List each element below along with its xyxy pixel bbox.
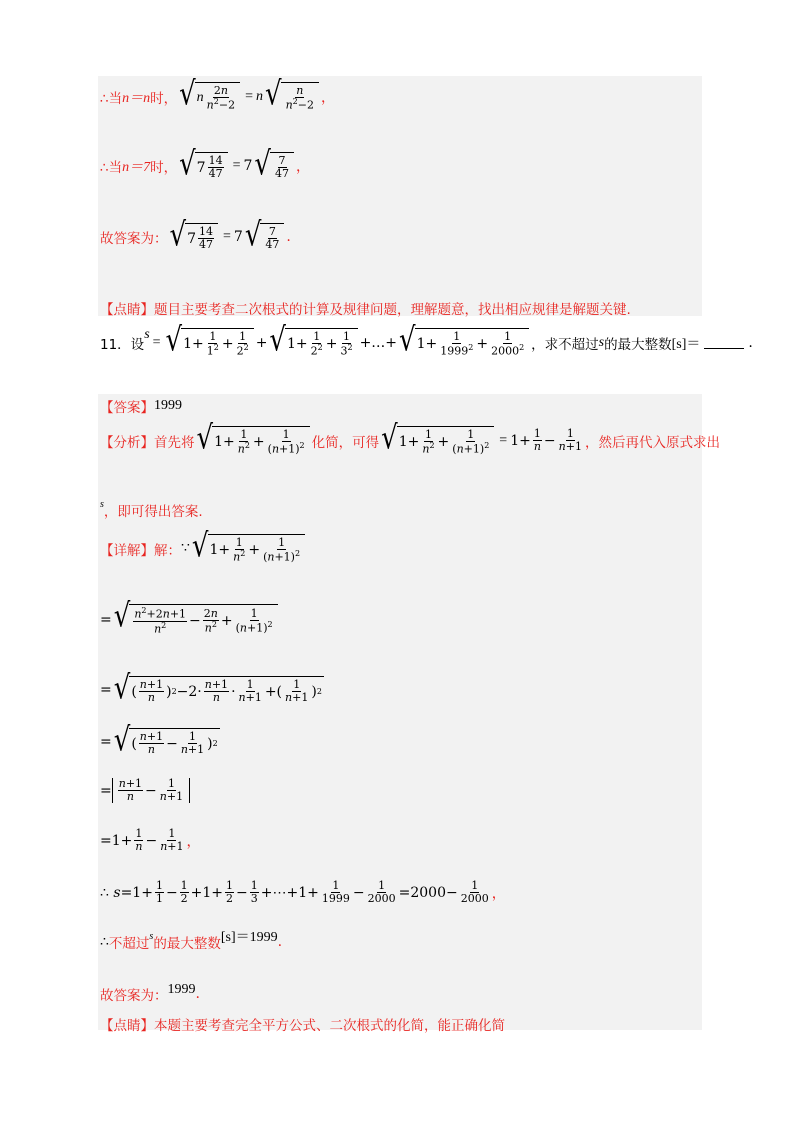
formula-sqrt: √ ( $\frac{n+1}{n}$ ) 2 −2· $\frac{n+1}{n}$ · $\frac{1}{n+1}$ +( $\frac{1}{n+1}$ ) 2 — [113, 669, 322, 708]
line-final-answer: 故答案为： 1999 . — [100, 982, 200, 1004]
line-conclusion: ∴ 不超过 s 的最大整数 [s]＝1999 . — [100, 930, 283, 952]
line-when-n: ∴当 n＝n 时， √ n $\frac{2n}{n^2-2}$ = n √ $\frac{n}{n^2-2}$ ， — [100, 75, 335, 114]
formula-sqrt: √ $\frac{7}{47}$ — [245, 223, 285, 251]
step-3: = √ ( $\frac{n+1}{n}$ − $\frac{1}{n+1}$ ) 2 — [100, 721, 218, 760]
formula-sqrt: √ 7 $\frac{14}{47}$ — [170, 223, 219, 251]
step-sum: ∴ s =1+ $\frac{1}{1}$ − $\frac{1}{2}$ +1+ $\frac{1}{2}$ − $\frac{1}{3}$ +⋯+1+ $\frac{1}{1999}$ − $\frac{1}{2000}$ =2000− $\frac{1}{2000}$ ， — [100, 879, 506, 906]
line-detail: 【详解】 解： ∵ √ 1+ $\frac{1}{n^2}$ + $\frac{1}{(n+1)^2}$ — [100, 534, 307, 564]
step-5: =1+ $\frac{1}{n}$ − $\frac{1}{n+1}$ ， — [100, 827, 201, 854]
question-11: 11．设 s = √ 1+ $\frac{1}{1^2}$ + $\frac{1}{2^2}$ + √ 1+ $\frac{1}{2^2}$ + $\frac{1}{3^2}$ +…+ √ 1+ $\frac{1}{1999^2}$ + $\frac{1}{2000^2}$ ，求不超过 s 的最大整数 [s]＝ . — [100, 321, 753, 360]
formula-sqrt: √ 1+ $\frac{1}{n^2}$ + $\frac{1}{(n+1)^2}$ — [192, 534, 305, 564]
line-final-dianjing: 【点睛】 本题主要考查完全平方公式、二次根式的化简，能正确化简 — [100, 1018, 505, 1034]
formula-sqrt: √ 1+ $\frac{1}{1999^2}$ + $\frac{1}{2000^2}$ — [399, 328, 529, 358]
formula-sqrt: √ 1+ $\frac{1}{n^2}$ + $\frac{1}{(n+1)^2}$ — [197, 426, 310, 456]
line-dianjing-top: 【点睛】 题目主要考查二次根式的计算及规律问题，理解题意，找出相应规律是解题关键. — [100, 302, 631, 318]
line-answer: 【答案】 1999 — [100, 398, 182, 416]
step-2: = √ ( $\frac{n+1}{n}$ ) 2 −2· $\frac{n+1}{n}$ · $\frac{1}{n+1}$ +( $\frac{1}{n+1}$ ) 2 — [100, 669, 322, 708]
formula-sqrt: √ $\frac{n}{n^2-2}$ — [265, 82, 319, 112]
line-when-7: ∴当 n＝7 时， √ 7 $\frac{14}{47}$ = 7 √ $\frac{7}{47}$ ， — [100, 145, 310, 184]
formula-sqrt: √ n $\frac{2n}{n^2-2}$ — [179, 82, 240, 112]
formula-sqrt: √ ( $\frac{n+1}{n}$ − $\frac{1}{n+1}$ ) 2 — [113, 721, 218, 760]
step-1: = √ $\frac{n^2+2n+1}{n^2}$ − $\frac{2n}{n^2}$ + $\frac{1}{(n+1)^2}$ — [100, 604, 280, 636]
formula-sqrt: √ 7 $\frac{14}{47}$ — [179, 152, 228, 180]
step-4: = $\frac{n+1}{n}$ − $\frac{1}{n+1}$ — [100, 778, 190, 803]
formula-sqrt: √ 1+ $\frac{1}{2^2}$ + $\frac{1}{3^2}$ — [269, 328, 357, 358]
answer-blank — [704, 336, 744, 349]
formula-sqrt: √ 1+ $\frac{1}{n^2}$ + $\frac{1}{(n+1)^2}$ — [381, 426, 494, 456]
formula-sqrt: √ 1+ $\frac{1}{1^2}$ + $\frac{1}{2^2}$ — [166, 328, 254, 358]
line-analysis-2: s ，即可得出答案. — [100, 498, 203, 520]
line-analysis: 【分析】 首先将 √ 1+ $\frac{1}{n^2}$ + $\frac{1}{(n+1)^2}$ 化简，可得 √ 1+ $\frac{1}{n^2}$ + $\frac{1}{(n+1)^2}$ = 1+ $\frac{1}{n}$ − $\frac{1}{n+1}$ ，然后再代入原式求出 — [100, 419, 720, 458]
line-answer-top: 故答案为： √ 7 $\frac{14}{47}$ = 7 √ $\frac{7}{47}$ . — [100, 216, 291, 255]
formula-sqrt: √ $\frac{n^2+2n+1}{n^2}$ − $\frac{2n}{n^2}$ + $\frac{1}{(n+1)^2}$ — [114, 604, 278, 636]
formula-sqrt: √ $\frac{7}{47}$ — [254, 152, 294, 180]
